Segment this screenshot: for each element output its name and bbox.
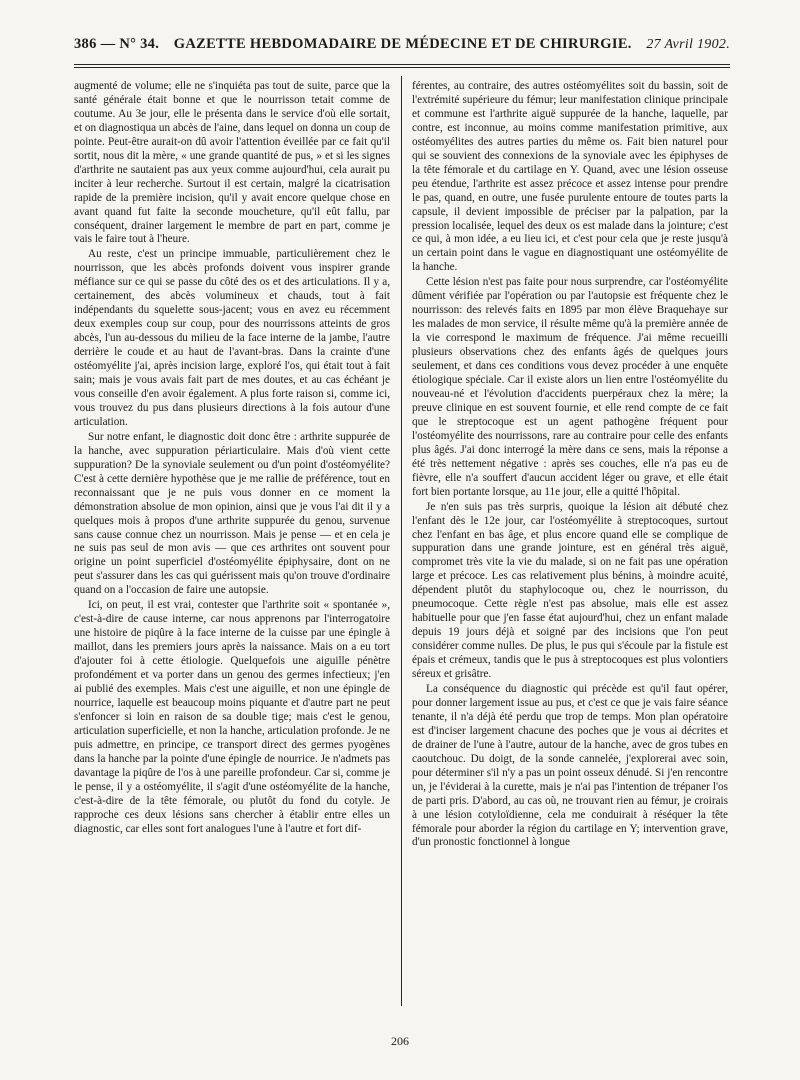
right-column	[412, 80, 728, 850]
paragraph: Ici, on peut, il est vrai, contester que l'arthrite soit « spontanée », c'est-à-dire de cause interne, car nous apprenons par l'interrogatoire une histoire de piqûre à la face interne de la cuisse par une épingle à maillot, dans les premiers jours après la naissance. Mais on a eu tort d'ajouter foi à cette étiologie. Quelquefois une aiguille pénètre profondément et va porter dans un genou des germes infectieux; j'en ai publié des exemples. Mais c'est une aiguille, et non une épingle de nourrice, laquelle est beaucoup moins piquante et d'autre part ne peut s'enfoncer si loin en raison de sa double tige; mais c'est le genou, articulation superficielle, et non la hanche, articulation profonde. Je ne puis admettre, en principe, ce transport direct des germes pyogènes dans la hanche par la pointe d'une épingle de nourrice. Je n'admets pas davantage la piqûre de l'os à une pareille profondeur. Car si, comme je le pense, il y a ostéomyélite, il s'agit d'une ostéomyélite de la hanche, c'est-à-dire de la tête fémorale, ou plutôt du fond du cotyle. Je rapproche ces deux lésions sans chercher à établir entre elles un diagnostic, car elles sont fort analogues l'une à l'autre et fort dif-	[74, 599, 390, 835]
paragraph: augmenté de volume; elle ne s'inquiéta pas tout de suite, parce que la santé générale était bonne et que le nourrisson tetait comme de coutume. Au 3e jour, elle le présenta dans le service d'où elle sortait, et on diagnostiqua un abcès de l'aine, dans lequel on donna un coup de pointe. Peut-être aurait-on dû avoir l'attention éveillée par ce fait qu'il sortit, nous dit la mère, « une grande quantité de pus, » et si les signes d'arthrite ne sautaient pas aux yeux comme aujourd'hui, cela aurait pu inciter à leur recherche. Surtout il est certain, malgré la cicatrisation rapide de la première incision, qu'il y avait encore quelque chose en avant quand fut faite la seconde moucheture, qu'il eût fallu, par conséquent, drainer largement le membre de part en part, comme je vais le faire tout à l'heure.	[74, 80, 390, 246]
page-number: 386	[74, 36, 97, 52]
issue-number: — N° 34.	[100, 36, 160, 52]
journal-title: GAZETTE HEBDOMADAIRE DE MÉDECINE ET DE CHIRURGIE.	[173, 36, 632, 52]
page-number-issue	[74, 36, 159, 53]
paragraph: La conséquence du diagnostic qui précède est qu'il faut opérer, pour donner largement issue au pus, et c'est ce que je vais faire séance tenante, il n'a déjà été perdu que trop de temps. Mon plan opératoire est d'inciser largement chacune des poches que je vous ai décrites et de drainer de l'une à l'autre, autour de la hanche, avec de gros tubes en caoutchouc. Du doigt, de la sonde cannelée, j'explorerai avec soin, pour déterminer s'il n'y a pas un point osseux dénudé. Si j'en rencontre un, je l'éviderai à la curette, mais je n'ai pas l'intention de trépaner l'os de parti pris. D'abord, au cas où, ne trouvant rien au fémur, je croirais à une lésion cotyloïdienne, cela me conduirait à réséquer la tête fémorale pour aborder la région du cartilage en Y; intervention grave, d'un pronostic fonctionnel à longue	[412, 682, 728, 849]
column-divider	[401, 76, 402, 1006]
left-column	[74, 80, 390, 836]
running-header	[74, 36, 730, 60]
header-rule-thin	[74, 67, 730, 68]
paragraph: férentes, au contraire, des autres ostéomyélites soit du bassin, soit de l'extrémité supérieure du fémur; leur manifestation clinique principale et commune est l'arthrite aiguë suppurée de la hanche, laquelle, par contre, est inconnue, au moins comme manifestation primitive, aux ostéomyélites des autres parties du même os. Fait bien naturel pour qui se souvient des connexions de la synoviale avec les épiphyses de la tête fémorale et du cartilage en Y. Quand, avec une lésion osseuse peu étendue, l'arthrite est assez précoce et assez intense pour prendre le pas, quand, en outre, une fusée purulente entoure de toutes parts la capsule, il devient impossible de préciser par la palpation, par la pression localisée, lequel des deux os est malade dans la jointure; c'est ce qui, à mon idée, a eu lieu ici, et c'est pour cela que je reste jusqu'à un certain point dans le vague en diagnostiquant une ostéomyélite de la hanche.	[412, 80, 728, 274]
header-rule	[74, 64, 730, 65]
paragraph: Cette lésion n'est pas faite pour nous surprendre, car l'ostéomyélite dûment vérifiée par l'opération ou par l'autopsie est fréquente chez le nourrisson: des relevés faits en 1895 par mon élève Braquehaye sur les malades de mon service, il résulte même qu'à la première année de la vie correspond le maximum de fréquence. J'ai même recueilli plusieurs observations chez des enfants âgés de quelques jours seulement, et dans ces conditions vous devez procéder à une enquête étiologique spéciale. Car il existe alors un lien entre l'ostéomyélite du nouveau-né et l'évolution d'accidents puerpéraux chez la mère; la preuve clinique en est souvent fournie, et elle rend compte de ce fait que le streptocoque est un agent pathogène fréquent pour l'ostéomyélite des nourrissons, rare au contraire pour celle des enfants plus âgés. J'ai donc interrogé la mère dans ce sens, mais la réponse a été très nettement négative : après ses couches, elle n'a pas eu de fièvre, elle n'a souffert d'aucun accident léger ou grave, et elle était fort bien portante lorsque, au 11e jour, elle a quitté l'hôpital.	[412, 276, 728, 498]
paragraph: Sur notre enfant, le diagnostic doit donc être : arthrite suppurée de la hanche, avec suppuration périarticulaire. Mais d'où vient cette suppuration? De la synoviale seulement ou d'un point d'ostéomyélite? C'est à cette dernière hypothèse que je me rallie de préférence, tout en reconnaissant que je ne puis vous donner en ce moment la démonstration absolue de mon opinion, ainsi que je vous l'ai dit il y a quelques mois à propos d'une arthrite suppurée du genou, survenue sans cause connue chez un nourrisson. Mais je pense — et en cela je ne suis pas seul de mon avis — que ces arthrites ont souvent pour origine un point superficiel d'ostéomyélite épiphysaire, dont on ne peut s'assurer dans les cas qui guérissent mais qu'on trouve d'ordinaire quand on a l'occasion de faire une autopsie.	[74, 430, 390, 597]
paragraph: Je n'en suis pas très surpris, quoique la lésion ait débuté chez l'enfant dès le 12e jour, car l'ostéomyélite à streptocoques, surtout chez l'enfant en bas âge, et plus encore quand elle se complique de suppuration dans une grande jointure, est en général très aiguë, compromet très vite la vie du malade, si on ne fait pas une opération large et précoce. Les cas relativement plus bénins, à moindre acuité, dépendent plutôt du staphylocoque ou, chez le nourrisson, du pneumocoque. Cette règle n'est pas absolue, mais elle est assez habituelle pour que j'en fasse état aujourd'hui, chez un enfant malade depuis 19 jours déjà et soigné par des incisions que l'on peut considérer comme nulles. De plus, le pus qui s'écoule par la fistule est épais et crémeux, tandis que le pus à streptocoques est plus volontiers séreux et grisâtre.	[412, 500, 728, 681]
paragraph: Au reste, c'est un principe immuable, particulièrement chez le nourrisson, que les abcès profonds doivent vous inspirer grande méfiance sur ce qui se passe du côté des os et des articulations. Il y a, certainement, des abcès volumineux et chauds, tout à fait indépendants du squelette sous-jacent; vous en avez eu récemment deux exemples coup sur coup, pour des nourrissons atteints de gros abcès, l'un au-dessous du milieu de la face interne de la jambe, l'autre derrière le coude et au haut de l'avant-bras. Dans la crainte d'une ostéomyélite j'ai, après incision large, exploré l'os, qui était tout à fait sain; mais je vous avais fait part de mes doutes, et au cas échéant je vous conseille d'en avoir également. A plus forte raison si, comme ici, vous trouvez du pus dans plusieurs directions à la fois autour d'une articulation.	[74, 248, 390, 428]
folio-number: 206	[391, 1034, 409, 1048]
issue-date: 27 Avril 1902.	[646, 37, 730, 52]
